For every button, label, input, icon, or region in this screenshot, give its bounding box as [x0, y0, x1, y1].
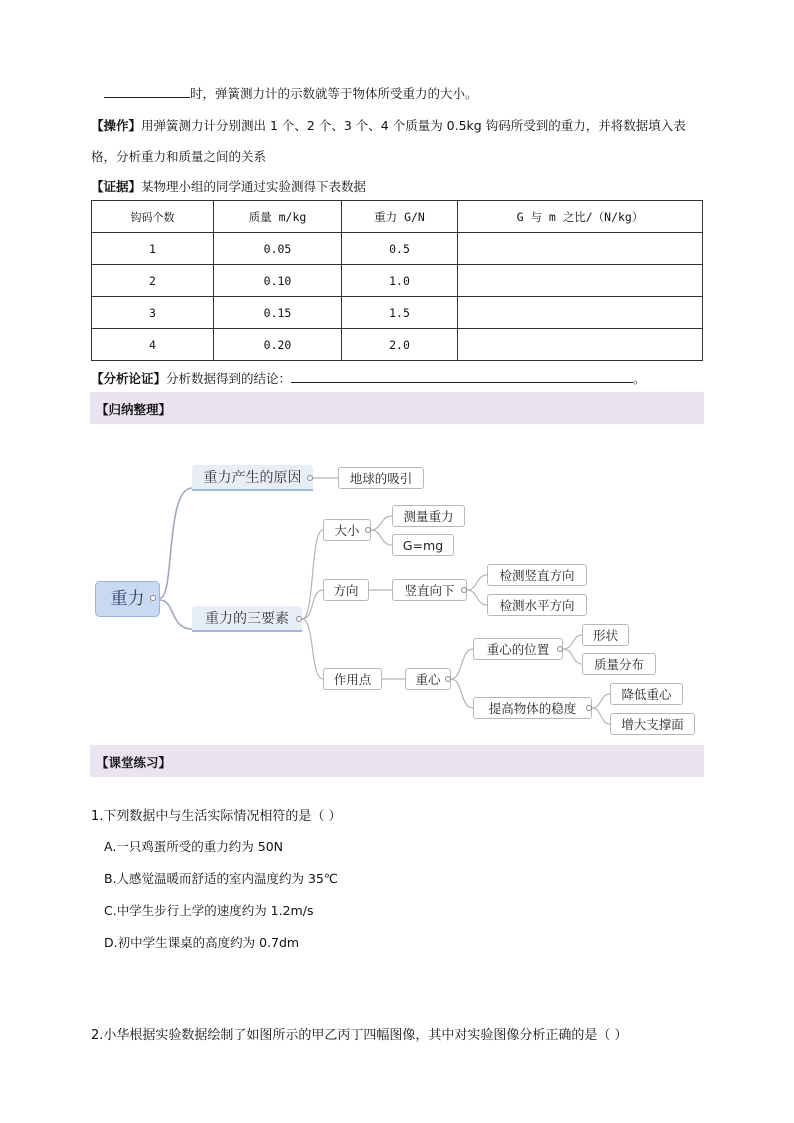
- question-1-stem: 1.下列数据中与生活实际情况相符的是（ ）: [91, 809, 342, 824]
- mindmap-node-point[interactable]: 作用点: [323, 668, 382, 690]
- table-header: 重力 G/N: [342, 201, 458, 233]
- collapse-toggle-icon[interactable]: [461, 587, 467, 593]
- collapse-toggle-icon[interactable]: [150, 595, 156, 601]
- question-1-option-d[interactable]: D.初中学生课桌的高度约为 0.7dm: [104, 935, 300, 950]
- operation-text-2: 格，分析重力和质量之间的关系: [91, 149, 267, 164]
- connector: [451, 679, 473, 708]
- connector: [160, 600, 192, 629]
- mindmap-node-stability[interactable]: 提高物体的稳度: [473, 697, 592, 719]
- mindmap-node-three-elements[interactable]: 重力的三要素: [192, 606, 302, 632]
- mindmap-node-shape[interactable]: 形状: [582, 624, 629, 646]
- conclusion-end: 。: [633, 371, 646, 386]
- table-cell: 0.5: [342, 233, 458, 265]
- question-1-option-a[interactable]: A.一只鸡蛋所受的重力约为 50N: [104, 839, 284, 854]
- section-title: 【归纳整理】: [96, 402, 172, 417]
- operation-text: 用弹簧测力计分别测出 1 个、2 个、3 个、4 个质量为 0.5kg 钩码所受到的重力，并将数据填入表: [141, 118, 686, 133]
- connector: [563, 649, 582, 664]
- collapse-toggle-icon[interactable]: [557, 646, 563, 652]
- connector: [302, 590, 323, 619]
- mindmap-node-center-of-gravity[interactable]: 重心: [405, 668, 451, 690]
- connector: [467, 575, 487, 590]
- connector: [160, 488, 192, 598]
- mindmap-node-check-vertical[interactable]: 检测竖直方向: [487, 564, 587, 586]
- mindmap-node-cause[interactable]: 重力产生的原因: [192, 465, 313, 491]
- table-cell: 1.5: [342, 297, 458, 329]
- mindmap-node-enlarge-base[interactable]: 增大支撑面: [610, 713, 695, 735]
- mindmap-node-formula[interactable]: G=mg: [392, 534, 454, 556]
- intro-sentence: 时，弹簧测力计的示数就等于物体所受重力的大小。: [190, 86, 478, 101]
- mindmap-node-cg-position[interactable]: 重心的位置: [473, 638, 563, 660]
- connector-lines: [160, 488, 192, 629]
- mindmap-node-earth-attraction[interactable]: 地球的吸引: [338, 467, 424, 489]
- mindmap-node-check-horizontal[interactable]: 检测水平方向: [487, 594, 587, 616]
- table-header: 质量 m/kg: [214, 201, 342, 233]
- question-1-option-b[interactable]: B.人感觉温暖而舒适的室内温度约为 35℃: [104, 871, 338, 886]
- table-cell: 4: [92, 329, 214, 361]
- connector: [451, 649, 473, 679]
- table-cell: 0.10: [214, 265, 342, 297]
- section-title: 【课堂练习】: [96, 755, 172, 770]
- question-1-option-c[interactable]: C.中学生步行上学的速度约为 1.2m/s: [104, 903, 314, 918]
- table-header: 钩码个数: [92, 201, 214, 233]
- mindmap-node-vertical-down[interactable]: 竖直向下: [392, 579, 467, 601]
- evidence-text: 某物理小组的同学通过实验测得下表数据: [141, 179, 367, 194]
- mindmap-root-node[interactable]: 重力: [95, 581, 160, 617]
- section-header-practice: [90, 745, 704, 777]
- table-cell: 0.15: [214, 297, 342, 329]
- table-cell: 1: [92, 233, 214, 265]
- mindmap-node-measure-gravity[interactable]: 测量重力: [392, 505, 465, 527]
- table-cell: 0.20: [214, 329, 342, 361]
- collapse-toggle-icon[interactable]: [365, 527, 371, 533]
- mindmap-node-size[interactable]: 大小: [323, 519, 371, 541]
- collapse-toggle-icon[interactable]: [296, 616, 302, 622]
- mindmap-node-direction[interactable]: 方向: [323, 579, 369, 601]
- connector: [302, 619, 323, 679]
- collapse-toggle-icon[interactable]: [445, 676, 451, 682]
- connector: [563, 635, 582, 649]
- table-cell: 2.0: [342, 329, 458, 361]
- connector: [592, 694, 610, 708]
- mindmap-node-mass-distribution[interactable]: 质量分布: [582, 653, 656, 675]
- connector: [371, 516, 392, 530]
- collapse-toggle-icon[interactable]: [307, 475, 313, 481]
- connector: [371, 530, 392, 545]
- table-cell: 1.0: [342, 265, 458, 297]
- operation-label: 【操作】: [91, 118, 142, 133]
- table-cell: 2: [92, 265, 214, 297]
- conclusion-text: 分析数据得到的结论：: [166, 371, 292, 386]
- connector: [467, 590, 487, 605]
- collapse-toggle-icon[interactable]: [586, 705, 592, 711]
- table-cell: 3: [92, 297, 214, 329]
- evidence-label: 【证据】: [91, 179, 142, 194]
- conclusion-label: 【分析论证】: [91, 371, 167, 386]
- question-2-stem: 2.小华根据实验数据绘制了如图所示的甲乙丙丁四幅图像，其中对实验图像分析正确的是（ ）: [91, 1028, 628, 1043]
- table-header: G 与 m 之比/（N/kg）: [458, 201, 703, 233]
- connector: [592, 708, 610, 724]
- mindmap-node-lower-cg[interactable]: 降低重心: [610, 683, 683, 705]
- table-cell: 0.05: [214, 233, 342, 265]
